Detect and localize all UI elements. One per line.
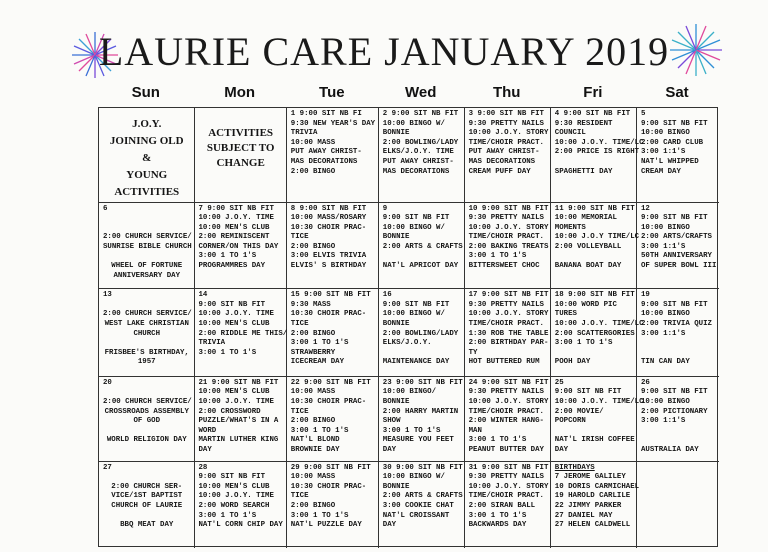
event-line: 28 (198, 463, 208, 472)
event-line (103, 512, 191, 522)
notice-line: ACTIVITIES (208, 127, 274, 139)
event-line: MARTIN LUTHER KING (198, 436, 279, 445)
event-line: 9:00 SIT NB FIT (641, 119, 708, 128)
event-line: 10:00 J.O.Y. TIME (198, 397, 274, 406)
event-line: 2:00 SCATTERGORIES (554, 329, 635, 338)
birthdays-title: BIRTHDAYS (554, 463, 595, 472)
event-line: MEASURE YOU FEET (382, 436, 454, 445)
event-line: SPAGHETTI DAY (554, 167, 613, 176)
calendar-day-cell (195, 462, 287, 548)
calendar-day-cell (195, 377, 287, 462)
event-line: BANANA BOAT DAY (554, 262, 622, 271)
event-line: CREAM PUFF DAY (468, 167, 531, 176)
event-line: TICE (290, 407, 309, 416)
calendar-day-cell (195, 289, 287, 377)
event-line: 11 9:00 SIT NB FIT (554, 204, 635, 213)
event-line: 2:00 WINTER HANG- (468, 417, 544, 426)
event-line: 3:00 1 TO 1'S (290, 426, 349, 435)
event-line: DAY (198, 445, 212, 454)
birthday-entry: 27 DANIEL MAY (554, 511, 613, 520)
event-line: OF GOD (133, 417, 161, 426)
event-line: 10:00 BINGO W/ (382, 473, 445, 482)
event-line: TICE (290, 320, 309, 329)
event-line: 10:00 J.O.Y. TIME/LC (554, 138, 644, 147)
event-line: 18 9:00 SIT NB FIT (554, 291, 635, 300)
notice-line: CHANGE (216, 157, 265, 169)
event-line: 10:00 BINGO (641, 397, 690, 406)
calendar-day-cell (465, 203, 551, 290)
event-line: 3 9:00 SIT NB FIT (468, 110, 544, 118)
event-line: 2:00 RIDDLE ME THIS/ (198, 329, 288, 338)
birthday-entry: 7 JEROME GALILEY (554, 473, 626, 482)
event-line: PUT AWAY CHRIST- (382, 157, 454, 166)
event-line: 10:00 BINGO (641, 223, 690, 232)
joy-line: ACTIVITIES (114, 186, 180, 198)
day-header-sat: Sat (665, 84, 689, 101)
event-line: BONNIE (382, 320, 410, 329)
event-line: 21 9:00 SIT NB FIT (198, 378, 279, 387)
event-line: NAT'L IRISH COFFEE (554, 436, 635, 445)
event-line: 24 9:00 SIT NB FIT (468, 378, 549, 387)
joy-line: YOUNG (126, 169, 168, 181)
event-line: TICE (290, 492, 309, 501)
event-line: 9:00 SIT NB FIT (554, 388, 622, 397)
event-line: 9:30 PRETTY NAILS (468, 214, 544, 223)
event-line: 3:00 1 TO 1'S (382, 426, 441, 435)
event-line: CHURCH OF LAURIE (111, 501, 183, 510)
birthday-entry: 10 DORIS CARMICHAEL (554, 482, 640, 491)
event-line: 10:00 MASS (290, 473, 336, 482)
event-line: 17 9:00 SIT NB FIT (468, 291, 549, 300)
event-line: 2:00 HARRY MARTIN (382, 407, 459, 416)
event-line: NAT'L APRICOT DAY (382, 262, 459, 271)
event-line: 10:00 MEN'S CLUB (198, 482, 270, 491)
joy-line: J.O.Y. (132, 118, 162, 130)
event-line (555, 427, 633, 437)
calendar-day-cell (637, 108, 719, 203)
event-line: TIME/CHOIR PRACT. (468, 138, 544, 147)
event-line: 9:30 NEW YEAR'S DAY (290, 119, 376, 128)
event-line: NAT'L CORN CHIP DAY (198, 521, 283, 530)
event-line (641, 339, 716, 349)
event-line: 2:00 VOLLEYBALL (554, 242, 622, 251)
event-line: 2:00 MOVIE/ (554, 407, 604, 416)
event-line: POOH DAY (554, 358, 591, 367)
event-line: 3:00 1:1'S (641, 329, 686, 338)
event-line: TIME/CHOIR PRACT. (468, 233, 544, 242)
event-line: TIME/CHOIR PRACT. (468, 407, 544, 416)
calendar-day-cell (637, 289, 719, 377)
event-line: 9:00 SIT NB FIT (641, 388, 708, 397)
event-line: 2 9:00 SIT NB FIT (382, 110, 459, 118)
day-header-thu: Thu (492, 84, 521, 101)
event-line: PROGRAMMRES DAY (198, 262, 266, 271)
event-line: 27 (103, 463, 112, 472)
event-line: 3:00 1 TO 1'S (554, 339, 613, 348)
event-line: CREAM DAY (641, 167, 681, 176)
event-line: 10:00 WORD PIC (554, 300, 617, 309)
event-line: PEANUT BUTTER DAY (468, 445, 544, 454)
event-line: 10:00 BINGO (641, 129, 690, 138)
event-line: 9:30 PRETTY NAILS (468, 388, 544, 397)
event-line: 2:00 WORD SEARCH (198, 501, 270, 510)
event-line: 31 9:00 SIT NB FIT (468, 463, 549, 472)
day-header-fri: Fri (583, 84, 603, 101)
event-line (555, 349, 633, 359)
calendar-day-cell (379, 462, 465, 548)
calendar-day-cell (287, 108, 379, 203)
event-line: NAT'L BLOND (290, 436, 340, 445)
event-line: 10 9:00 SIT NB FIT (468, 204, 549, 213)
event-line: 9:30 PRETTY NAILS (468, 300, 544, 309)
event-line: 10:00 MASS/ROSARY (290, 214, 367, 223)
event-line: 4 9:00 SIT NB FIT (554, 110, 631, 118)
calendar-day-cell (379, 377, 465, 462)
event-line (383, 252, 461, 262)
event-line: 2:00 SIRAN BALL (468, 501, 536, 510)
event-line: CORNER/ON THIS DAY (198, 242, 279, 251)
event-line: 2:00 REMINISCENT (198, 233, 270, 242)
event-line (103, 252, 191, 262)
event-line: TURES (554, 310, 577, 319)
event-line: TIME/CHOIR PRACT. (468, 320, 544, 329)
event-line: BONNIE (382, 233, 410, 242)
event-line: POPCORN (554, 417, 586, 426)
calendar-day-cell (379, 108, 465, 203)
event-line: 10:00 MEMORIAL (554, 214, 617, 223)
event-line: 2:00 TRIVIA QUIZ (641, 320, 712, 329)
activities-subject-to-change-cell (195, 108, 287, 203)
event-line (103, 339, 191, 349)
event-line: 2:00 BIRTHDAY PAR- (468, 339, 549, 348)
event-line: 2:00 CHURCH SERVICE/ (103, 233, 192, 242)
calendar-day-cell (637, 203, 719, 290)
event-line: 16 (382, 291, 392, 300)
calendar-day-cell (99, 462, 195, 548)
event-line: TIME/CHOIR PRACT. (468, 492, 544, 501)
event-line (641, 427, 716, 437)
event-line: 26 (641, 378, 650, 387)
event-line: 3:00 1 TO 1'S (198, 511, 257, 520)
event-line: 2:00 BINGO (290, 501, 336, 510)
event-line: 10:00 J.O.Y. STORY (468, 223, 549, 232)
event-line: FRISBEE'S BIRTHDAY, (104, 348, 189, 357)
calendar-day-cell (465, 377, 551, 462)
event-line: 10:30 CHOIR PRAC- (290, 397, 367, 406)
event-line: NAT'L PUZZLE DAY (290, 521, 362, 530)
event-line: ICECREAM DAY (290, 358, 345, 367)
event-line: 12 (641, 204, 650, 213)
event-line: 3:00 1 TO 1'S (198, 252, 257, 261)
event-line: COUNCIL (554, 129, 586, 138)
event-line (103, 301, 191, 311)
event-line: 1:30 ROB THE TABLE (468, 329, 549, 338)
event-line: 10:00 J.O.Y. TIME (198, 310, 274, 319)
calendar-day-cell (379, 289, 465, 377)
event-line: 25 (554, 378, 564, 387)
page-title: LAURIE CARE JANUARY 2019 (98, 29, 670, 74)
event-line: 9:00 SIT NB FIT (382, 214, 450, 223)
event-line: TY (468, 348, 478, 357)
event-line: 30 9:00 SIT NB FIT (382, 463, 463, 472)
calendar-day-cell (99, 377, 195, 462)
event-line: 10:00 MASS (290, 388, 336, 397)
event-line (103, 427, 191, 437)
event-line: ELKS/J.O.Y. TIME (382, 148, 454, 157)
event-line: 2:00 BINGO (290, 417, 336, 426)
event-line: 2:00 BOWLING/LADY (382, 329, 459, 338)
event-line: 10:00 J.O.Y. STORY (468, 482, 549, 491)
event-line: 10:30 CHOIR PRAC- (290, 310, 367, 319)
event-line: 3:00 1:1'S (641, 148, 686, 157)
calendar-day-cell (99, 203, 195, 290)
calendar-day-cell (465, 462, 551, 548)
event-line: ANNIVERSARY DAY (113, 271, 181, 280)
event-line: 10:00 MASS (290, 138, 336, 147)
event-line: 10:30 CHOIR PRAC- (290, 223, 367, 232)
event-line: 10:00 BINGO W/ (382, 119, 445, 128)
event-line (103, 224, 191, 234)
event-line: NAT'L CROISSANT (382, 511, 450, 520)
event-line: 2:00 CROSSWORD (198, 407, 261, 416)
event-line: 9:00 SIT NB FIT (641, 300, 708, 309)
event-line: 2:00 PRICE IS RIGHT (554, 148, 640, 157)
event-line: MAINTENANCE DAY (382, 358, 450, 367)
event-line: 9:00 SIT NB FIT (641, 214, 708, 223)
event-line: BACKWARDS DAY (468, 521, 527, 530)
calendar-day-cell (287, 377, 379, 462)
event-line: 20 (103, 378, 112, 387)
event-line: SUNRISE BIBLE CHURCH (103, 242, 192, 251)
event-line: STRAWBERRY (290, 348, 336, 357)
event-line: DAY (554, 445, 569, 454)
event-line: 3:00 1 TO 1'S (468, 252, 527, 261)
event-line: MAS DECORATIONS (290, 157, 358, 166)
event-line: 19 (641, 291, 650, 300)
event-line: 10:00 BINGO/ (382, 388, 437, 397)
event-line: 10:00 MEN'S CLUB (198, 320, 270, 329)
calendar-day-cell (287, 462, 379, 548)
joy-line: JOINING OLD (109, 135, 184, 147)
event-line (555, 158, 633, 168)
calendar-day-cell (637, 377, 719, 462)
event-line: 10:00 J.O.Y. TIME/LC (554, 320, 644, 329)
calendar-day-cell (551, 108, 644, 203)
event-line (555, 252, 633, 262)
event-line: 10:00 J.O.Y. STORY (468, 129, 549, 138)
event-line: WORLD RELIGION DAY (106, 436, 187, 445)
event-line: BONNIE (382, 482, 410, 491)
event-line: 10:30 CHOIR PRAC- (290, 482, 367, 491)
event-line: 3:00 1 TO 1'S (198, 348, 257, 357)
calendar-day-cell (551, 377, 644, 462)
event-line: BONNIE (382, 129, 410, 138)
event-line (641, 349, 716, 359)
event-line: 10:00 J.O.Y. STORY (468, 310, 549, 319)
calendar-day-cell (99, 289, 195, 377)
event-line: 10:00 J.O.Y. TIME/LC (554, 397, 644, 406)
event-line: VICE/1ST BAPTIST (111, 492, 183, 501)
empty-day-cell (637, 462, 719, 548)
event-line: WEST LAKE CHRISTIAN (104, 320, 189, 329)
event-line: 2:00 CHURCH SERVICE/ (103, 397, 192, 406)
event-line: 5 (641, 110, 646, 118)
event-line: 9 (382, 204, 388, 213)
event-line: AUSTRALIA DAY (641, 445, 699, 454)
event-line: 3:00 1 TO 1'S (290, 511, 349, 520)
birthdays-cell (551, 462, 640, 548)
event-line: BROWNIE DAY (290, 445, 340, 454)
event-line: 9:30 RESIDENT (554, 119, 613, 128)
event-line: 10:00 BINGO W/ (382, 223, 445, 232)
event-line: 2:00 ARTS & CRAFTS (382, 492, 463, 501)
event-line: 3:00 COOKIE CHAT (382, 501, 454, 510)
event-line: CROSSROADS ASSEMBLY (104, 407, 189, 416)
day-header-sun: Sun (131, 84, 160, 101)
event-line: 2:00 CARD CLUB (641, 138, 704, 147)
event-line: 1957 (137, 358, 156, 367)
event-line: HOT BUTTERED RUM (468, 358, 540, 367)
calendar-day-cell (551, 203, 640, 290)
event-line (641, 436, 716, 446)
event-line (103, 388, 191, 398)
calendar-day-cell (465, 108, 551, 203)
calendar-day-cell (465, 289, 551, 377)
calendar-day-cell (195, 203, 287, 290)
event-line: PUT AWAY CHRIST- (290, 148, 362, 157)
event-line: WORD (198, 426, 217, 435)
event-line: 3:00 1 TO 1'S (290, 339, 349, 348)
event-line: 2:00 CHURCH SERVICE/ (103, 310, 192, 319)
event-line: 2:00 PICTIONARY (641, 407, 708, 416)
event-line: MAS DECORATIONS (468, 157, 536, 166)
event-line: PUZZLE/WHAT'S IN A (198, 417, 279, 426)
event-line: 9:30 PRETTY NAILS (468, 119, 544, 128)
event-line (103, 473, 191, 483)
event-line: BBQ MEAT DAY (120, 521, 174, 530)
event-line: SHOW (382, 417, 401, 426)
day-header-tue: Tue (319, 84, 345, 101)
event-line: 9:00 SIT NB FIT (198, 300, 266, 309)
event-line: TRIVIA (290, 129, 318, 138)
event-line: TRIVIA (198, 339, 226, 348)
event-line: 2:00 ARTS/CRAFTS (641, 233, 712, 242)
joy-activities-cell (99, 108, 195, 203)
event-line: ELVIS' S BIRTHDAY (290, 262, 367, 271)
event-line (383, 349, 461, 359)
event-line: 9:00 SIT NB FIT (382, 300, 450, 309)
event-line: 2:00 BOWLING/LADY (382, 138, 459, 147)
event-line: 10:00 J.O.Y. TIME (198, 492, 274, 501)
event-line: ELKS/J.O.Y. (382, 339, 432, 348)
event-line: 13 (103, 291, 112, 300)
event-line: NAT'L WHIPPED (641, 157, 699, 166)
event-line: DAY (382, 521, 397, 530)
event-line: 10:00 J.O.Y. TIME (198, 214, 274, 223)
event-line: 3:00 1:1'S (641, 417, 686, 426)
event-line: MAN (468, 426, 482, 435)
event-line: 9:00 SIT NB FIT (198, 473, 266, 482)
event-line: WHEEL OF FORTUNE (111, 262, 183, 271)
event-line: 7 9:00 SIT NB FIT (198, 204, 274, 213)
event-line: 2:00 BAKING TREATS (468, 242, 549, 251)
event-line: 8 9:00 SIT NB FIT (290, 204, 367, 213)
calendar-day-cell (379, 203, 465, 290)
event-line: 3:00 1 TO 1'S (468, 436, 527, 445)
day-header-mon: Mon (224, 84, 256, 101)
event-line: PUT AWAY CHRIST- (468, 148, 540, 157)
calendar-grid (98, 107, 718, 547)
event-line: 6 (103, 204, 108, 213)
event-line: 15 9:00 SIT NB FIT (290, 291, 371, 300)
event-line: MAS DECORATIONS (382, 167, 450, 176)
event-line: 50TH ANNIVERSARY (641, 252, 712, 261)
day-header-wed: Wed (404, 84, 437, 101)
event-line: OF SUPER BOWL III (641, 262, 717, 271)
event-line: 29 9:00 SIT NB FIT (290, 463, 371, 472)
event-line: 2:00 BINGO (290, 167, 336, 176)
event-line: 9:30 MASS (290, 300, 331, 309)
calendar-day-cell (551, 289, 644, 377)
event-line: 2:00 BINGO (290, 242, 336, 251)
event-line: 3:00 1 TO 1'S (468, 511, 527, 520)
event-line: 10:00 BINGO (641, 310, 690, 319)
birthday-entry: 27 HELEN CALDWELL (554, 521, 631, 530)
event-line: 9:30 PRETTY NAILS (468, 473, 544, 482)
event-line: 22 9:00 SIT NB FIT (290, 378, 371, 387)
event-line: MOMENTS (554, 223, 586, 232)
event-line: 3:00 ELVIS TRIVIA (290, 252, 367, 261)
event-line: 14 (198, 291, 208, 300)
event-line: CHURCH (133, 329, 161, 338)
notice-line: SUBJECT TO (206, 142, 275, 154)
event-line: 23 9:00 SIT NB FIT (382, 378, 463, 387)
event-line: 10:00 J.O.Y TIME/LC (554, 233, 640, 242)
event-line: 10:00 MEN'S CLUB (198, 388, 270, 397)
calendar-day-cell (287, 289, 379, 377)
joy-line: & (142, 152, 152, 164)
event-line: 2:00 CHURCH SER- (111, 482, 183, 491)
birthday-entry: 19 HAROLD CARLILE (554, 492, 631, 501)
event-line: 10:00 BINGO W/ (382, 310, 445, 319)
calendar-day-cell (287, 203, 379, 290)
event-line: 10:00 J.O.Y. STORY (468, 397, 549, 406)
event-line: 3:00 1:1'S (641, 242, 686, 251)
event-line: 1 9:00 SIT NB FI (290, 110, 362, 118)
event-line: TICE (290, 233, 309, 242)
event-line: 2:00 ARTS & CRAFTS (382, 242, 463, 251)
event-line: BONNIE (382, 397, 410, 406)
event-line: DAY (382, 445, 397, 454)
event-line: 2:00 BINGO (290, 329, 336, 338)
event-line: TIN CAN DAY (641, 358, 690, 367)
birthday-entry: 22 JIMMY PARKER (554, 501, 622, 510)
event-line: BITTERSWEET CHOC (468, 262, 540, 271)
event-line: 10:00 MEN'S CLUB (198, 223, 270, 232)
event-line (103, 214, 191, 224)
